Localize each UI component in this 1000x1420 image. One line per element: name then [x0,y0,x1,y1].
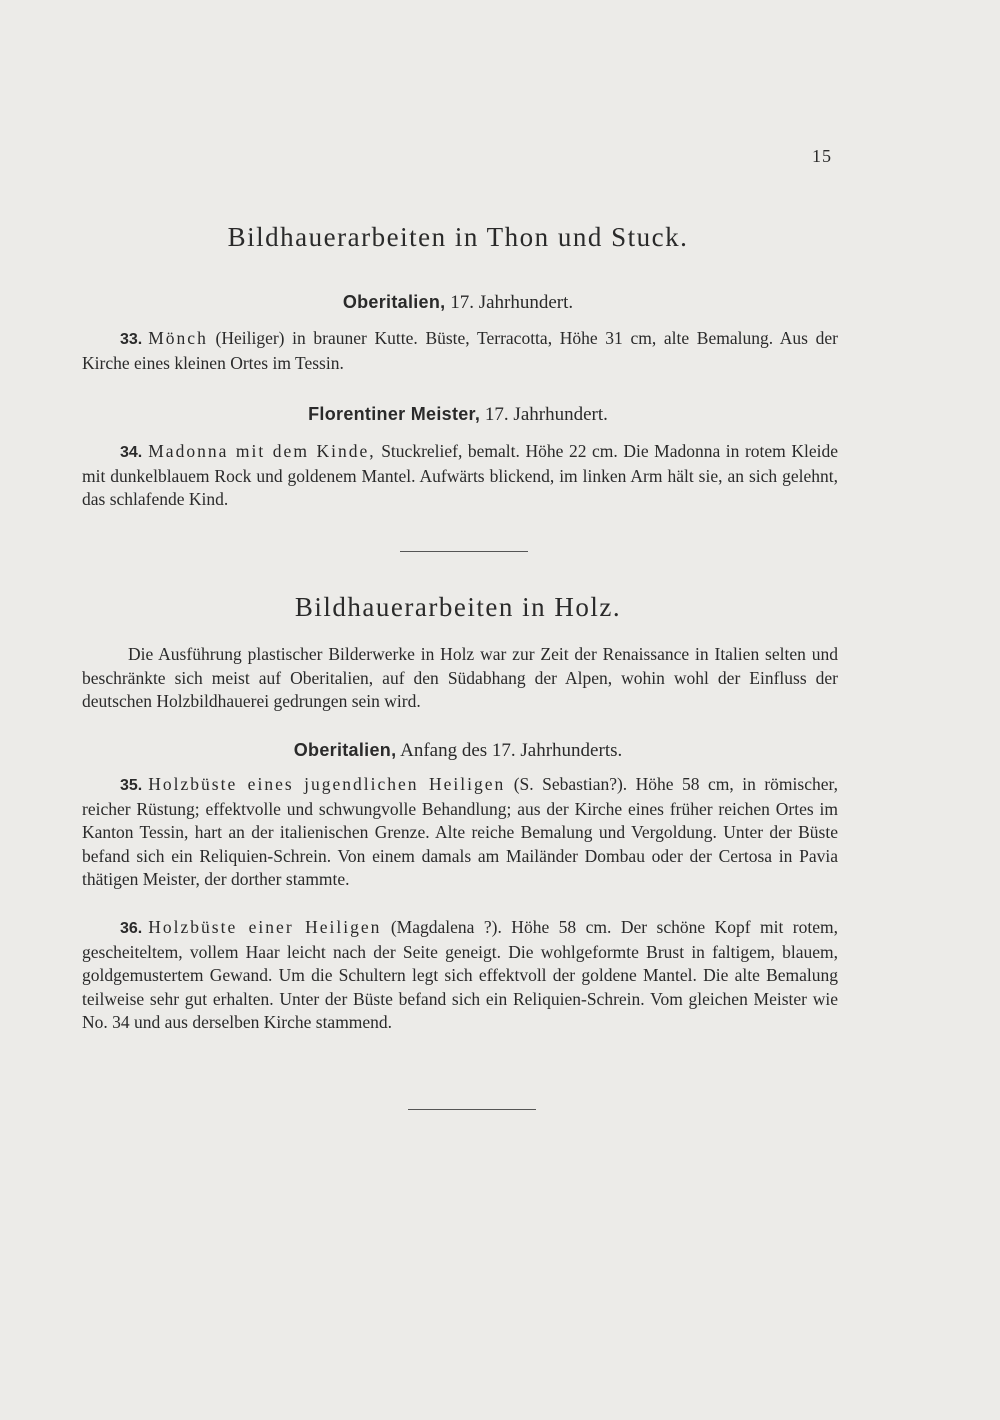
heading-oberitalien-2 [0,740,916,762]
catalogue-entry-33 [82,327,838,375]
heading-date: 17. Jahrhundert. [450,292,574,313]
entry-number: 36. [120,920,143,937]
heading-florentiner [0,404,916,426]
entry-subject: Holzbüste einer Heiligen [148,917,382,937]
entry-text: (Magdalena ?). Höhe 58 cm. Der schöne Kopf mit rotem, gescheiteltem, vollem Haar leicht nach der Seite geneigt. Die wohlgeformte Brust in faltigem, blauem, goldgemustertem Gewand. Um die Schultern legt sich effektvoll der goldene Mantel. Die alte Bemalung teilweise sehr gut erhalten. Unter der Büste befand sich ein Reliquien-Schrein. Vom gleichen Meister wie No. 34 und aus derselben Kirche stammend. [82,917,839,1032]
catalogue-entry-36 [82,916,838,1035]
divider-rule [400,551,528,552]
divider-rule [408,1109,536,1110]
entry-number: 34. [120,444,143,461]
entry-subject: Madonna mit dem Kinde, [148,441,376,461]
catalogue-entry-34 [82,440,838,512]
page-number: 15 [812,146,832,166]
section-title-wood: Bildhauerarbeiten in Holz. [294,592,622,622]
entry-number: 33. [120,331,143,348]
heading-master: Oberitalien, [293,740,397,760]
heading-master: Florentiner Meister, [308,404,481,424]
catalogue-entry-35 [82,773,838,892]
heading-master: Oberitalien, [342,292,446,312]
section-title-stucco: Bildhauerarbeiten in Thon und Stuck. [227,222,689,252]
heading-oberitalien-1 [0,292,916,314]
heading-date: 17. Jahrhundert. [484,404,608,425]
entry-text: Stuckrelief, bemalt. Höhe 22 cm. Die Madonna in rotem Kleide mit dunkelblauem Rock und goldenem Mantel. Aufwärts blickend, im linken Arm hält sie, an sich gelehnt, das schlafende Kind. [82,441,839,509]
entry-subject: Holzbüste eines jugendlichen Heiligen [148,774,506,794]
entry-text: (Heiliger) in brauner Kutte. Büste, Terracotta, Höhe 31 cm, alte Bemalung. Aus der Kirche eines kleinen Ortes im Tessin. [82,328,838,373]
entry-text: (S. Sebastian?). Höhe 58 cm, in römischer, reicher Rüstung; effektvolle und schwungvolle Behandlung; aus der Kirche eines früher reichen Ortes im Kanton Tessin, hart an der italienischen Grenze. Alte reiche Bemalung und Vergoldung. Unter der Büste befand sich ein Reliquien-Schrein. Von einem damals am Mailänder Dombau oder der Certosa in Pavia thätigen Meister, der dorther stammte. [82,774,838,889]
heading-date: Anfang des 17. Jahrhunderts. [400,740,623,761]
entry-number: 35. [120,777,143,794]
entry-subject: Mönch [148,328,208,348]
intro-paragraph: Die Ausführung plastischer Bilderwerke in Holz war zur Zeit der Renaissance in Italien selten und beschränkte sich meist auf Oberitalien, auf den Südabhang der Alpen, wohin wohl der Einfluss der deutschen Holzbildhauerei gedrungen sein wird. [82,644,838,711]
